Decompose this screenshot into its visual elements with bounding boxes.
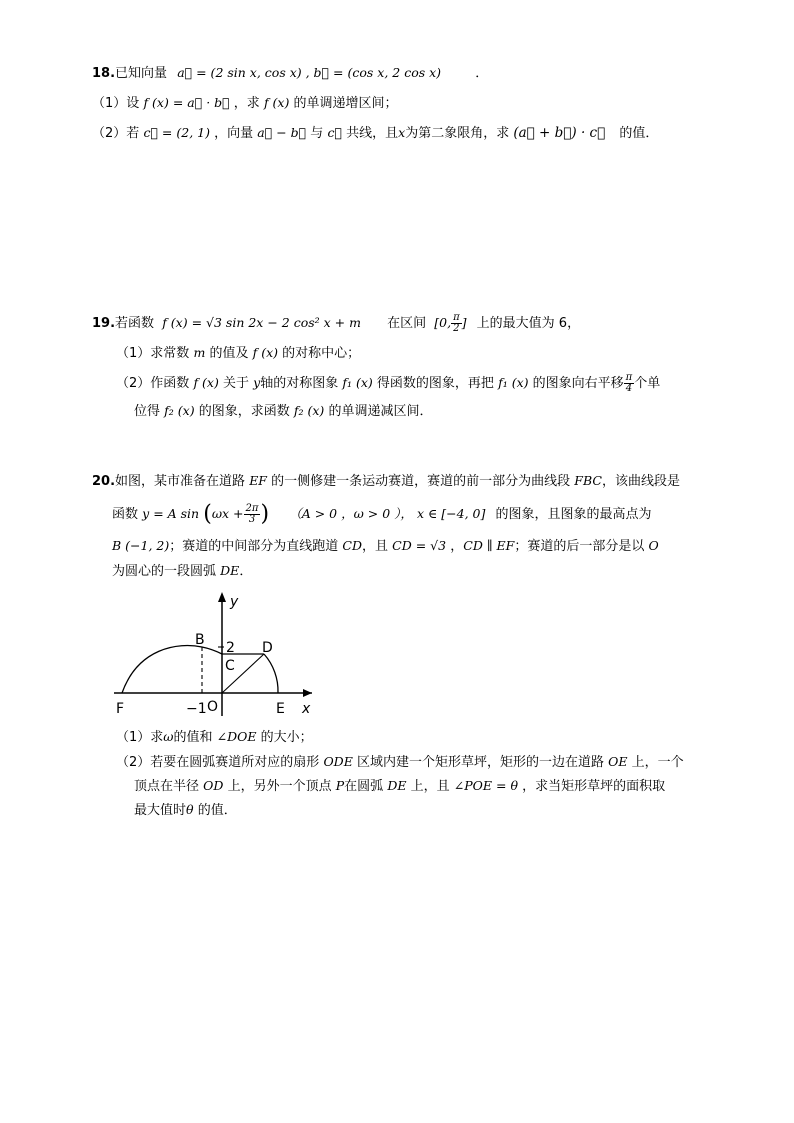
- q20-l3-math-o: O: [648, 538, 659, 553]
- q20-figure: [112, 590, 322, 720]
- q20-p2-text-c: 上，一个: [631, 755, 684, 770]
- q20-l2-text-a: 函数: [112, 507, 139, 522]
- q18-p1-math-f-def: f (x) = a⃗ · b⃗: [143, 95, 230, 110]
- q19-number: 19.: [92, 316, 116, 331]
- q19-p2-text-h: 的图象，求函数: [198, 404, 290, 419]
- q19-p1-math-f: f (x): [252, 345, 278, 360]
- q19-part2-line2: [134, 402, 432, 421]
- q20-l4-text-a: 为圆心的一段圆弧: [112, 564, 217, 579]
- q18-p2-text-d: 共线，且: [346, 126, 399, 141]
- q20-part2-line3: [134, 801, 237, 820]
- q20-l3-text-a: ；赛道的中间部分为直线跑道: [169, 539, 339, 554]
- q19-interval-left: 0,: [439, 315, 452, 330]
- q18-p1-text-c: 的单调递增区间；: [293, 96, 398, 111]
- q18-stem-math: a⃗ = (2 sin x, cos x) , b⃗ = (cos x, 2 cos x): [177, 65, 442, 80]
- y-axis-arrow: [218, 592, 226, 602]
- q20-l3-text-d: ；赛道的后一部分是以: [514, 539, 645, 554]
- q20-l1-text-a: 如图，某市准备在道路: [115, 474, 246, 489]
- q18-p2-math-x: x: [398, 125, 406, 140]
- q20-p1-math-angle: ∠DOE: [216, 729, 257, 744]
- q18-p2-text-c: 与: [310, 126, 324, 141]
- q19-p1-text-b: 的值及: [209, 346, 249, 361]
- q20-p1-label: （1）: [116, 730, 151, 745]
- q20-p2-text-g: 上，且: [410, 779, 450, 794]
- q18-p2-text-e: 为第二象限角，求: [405, 126, 510, 141]
- label-2: 2: [226, 640, 235, 656]
- q20-l2-paren-close: ): [260, 501, 270, 527]
- q20-p1-text-b: 的值和: [173, 730, 213, 745]
- q20-p2-math-ode: ODE: [323, 754, 353, 769]
- q20-l3-math-cd-len: CD = √3: [392, 538, 447, 553]
- q19-p1-text-c: 的对称中心；: [282, 346, 361, 361]
- q19-shift-frac: $\frac{\pi}{4}$: [625, 372, 633, 394]
- q20-l2-math-y: y = A sin: [142, 506, 200, 521]
- q19-p1-label: （1）: [116, 346, 151, 361]
- q18-p2-math-c: c⃗ = (2, 1): [143, 125, 210, 140]
- label-x: x: [302, 701, 311, 717]
- q19-p2-math-f1: f₁ (x): [342, 375, 373, 390]
- q18-p1-text-b: ，求: [233, 96, 260, 111]
- q19-stem: [92, 313, 580, 334]
- q20-l2-math-arg: ωx +: [211, 506, 244, 521]
- q20-l1-text-c: ，该曲线段是: [601, 474, 680, 489]
- q20-p2-math-de: DE: [387, 778, 407, 793]
- coordinate-axes: [114, 596, 312, 716]
- curve-fbc: [122, 646, 222, 693]
- label-e: E: [276, 701, 285, 717]
- label-y: y: [230, 594, 239, 610]
- q18-part2: [92, 124, 658, 143]
- q18-p1-label: （1）: [92, 96, 127, 111]
- q19-p2-text-g: 位得: [134, 404, 161, 419]
- q20-l3-math-cd: CD: [342, 538, 362, 553]
- q20-p2-text-i: 最大值时: [134, 803, 187, 818]
- label-b: B: [195, 632, 205, 648]
- q19-p2-math-f: f (x): [193, 375, 219, 390]
- q18-p1-math-f: f (x): [263, 95, 290, 110]
- q18-p2-math-a-minus-b: a⃗ − b⃗: [257, 125, 307, 140]
- q19-p1-math-m: m: [193, 345, 206, 360]
- q20-p2-text-a: 若要在圆弧赛道所对应的扇形: [150, 755, 320, 770]
- q19-p2-label: （2）: [116, 376, 151, 391]
- q20-line3: [112, 537, 659, 556]
- q20-l2-math-domain: x ∈ [−4, 0]: [417, 506, 486, 521]
- q20-line1: [92, 472, 680, 491]
- q19-p2-text-e: 的图象向右平移: [532, 376, 624, 391]
- q19-p2-math-f2b: f₂ (x): [293, 403, 325, 418]
- q20-p2-math-od: OD: [203, 778, 224, 793]
- q19-part2-line1: [116, 373, 660, 394]
- q20-p2-text-e: 上，另外一个顶点: [227, 779, 332, 794]
- q18-number: 18.: [92, 66, 116, 81]
- label-o: O: [207, 699, 219, 715]
- q20-p2-text-f: 在圆弧: [344, 779, 384, 794]
- q18-p2-text-f: 的值．: [619, 126, 659, 141]
- q18-part1: [92, 94, 398, 113]
- q20-l1-text-b: 的一侧修建一条运动赛道，赛道的前一部分为曲线段: [271, 474, 571, 489]
- q20-p1-text-c: 的大小；: [260, 730, 313, 745]
- q20-l2-text-b: 的图象，且图象的最高点为: [495, 507, 652, 522]
- q19-p2-text-c: 轴的对称图象: [260, 376, 339, 391]
- q20-p2-math-theta-def: ∠POE = θ: [453, 778, 518, 793]
- x-axis-arrow: [303, 689, 312, 697]
- arc-de: [264, 654, 278, 693]
- q19-stem-end: 上的最大值为 6，: [476, 316, 581, 331]
- q20-part2-line2: [134, 777, 665, 796]
- q20-p2-text-b: 区域内建一个矩形草坪，矩形的一边在道路: [356, 755, 604, 770]
- label-c: C: [225, 658, 235, 674]
- q18-p2-math-dot: (a⃗ + b⃗) · c⃗: [513, 125, 606, 141]
- label-f: F: [116, 701, 125, 717]
- q18-p2-label: （2）: [92, 126, 127, 141]
- q20-l3-text-b: ，且: [362, 539, 389, 554]
- q20-part2-line1: [116, 753, 684, 772]
- q18-stem-text: 已知向量: [115, 66, 168, 81]
- q19-p2-text-f: 个单: [634, 376, 661, 391]
- q20-phase-frac: $\frac{2\pi}{3}$: [245, 503, 259, 525]
- q19-p2-text-d: 得函数的图象，再把: [376, 376, 494, 391]
- q20-l3-math-b: B (−1, 2): [112, 538, 170, 553]
- q20-p1-text-a: 求: [150, 730, 164, 745]
- q20-p1-math-omega: ω: [163, 729, 174, 744]
- q19-p2-math-f2: f₂ (x): [164, 403, 195, 418]
- q20-l3-text-c: ，: [450, 539, 464, 554]
- q19-p2-math-f1b: f₁ (x): [498, 375, 529, 390]
- q20-l1-math-ef: EF: [249, 473, 267, 488]
- q20-line2: [112, 501, 652, 528]
- q18-p2-math-cvec: c⃗: [327, 125, 342, 140]
- q18-stem-end: ．: [475, 66, 489, 81]
- q20-p2-text-h: ，求当矩形草坪的面积取: [522, 779, 666, 794]
- q20-p2-text-d: 顶点在半径: [134, 779, 200, 794]
- q20-p2-label: （2）: [116, 755, 151, 770]
- q18-p2-text-a: 若: [126, 126, 140, 141]
- q19-interval: [0, $\frac{\pi}{2}$ ]: [434, 312, 467, 334]
- q20-number: 20.: [92, 474, 116, 489]
- q20-p2-math-oe: OE: [608, 754, 628, 769]
- q19-stem-math: f (x) = √3 sin 2x − 2 cos² x + m: [162, 315, 361, 330]
- q19-p2-text-i: 的单调递减区间．: [328, 404, 433, 419]
- q19-p2-math-y: y: [253, 375, 261, 390]
- q20-l4-text-b: ．: [239, 564, 253, 579]
- q20-l3-math-parallel: CD ∥ EF: [463, 538, 515, 553]
- label-d: D: [262, 640, 273, 656]
- q20-line4: [112, 562, 252, 581]
- q20-p2-math-theta: θ: [186, 802, 194, 817]
- q20-l2-paren-open: (: [203, 501, 212, 527]
- q19-stem-mid: 在区间: [387, 316, 427, 331]
- q19-p1-text-a: 求常数: [150, 346, 190, 361]
- q18-p2-text-b: ，向量: [214, 126, 254, 141]
- q19-part1: [116, 344, 360, 363]
- q20-l4-math-de: DE: [220, 563, 240, 578]
- q20-part1: [116, 728, 313, 747]
- q18-p1-text-a: 设: [126, 96, 140, 111]
- q20-p2-text-j: 的值．: [197, 803, 237, 818]
- q20-l2-math-cond: （A > 0 ，ω > 0 ），: [289, 506, 413, 521]
- q20-p2-math-p: P: [335, 778, 345, 793]
- q19-stem-text: 若函数: [115, 316, 155, 331]
- label-minus1: −1: [186, 701, 207, 717]
- q18-stem: [92, 64, 488, 83]
- q19-p2-text-b: 关于: [222, 376, 249, 391]
- q19-interval-frac: $\frac{\pi}{2}$: [453, 312, 460, 334]
- q19-p2-text-a: 作函数: [150, 376, 190, 391]
- q20-l1-math-fbc: FBC: [574, 473, 602, 488]
